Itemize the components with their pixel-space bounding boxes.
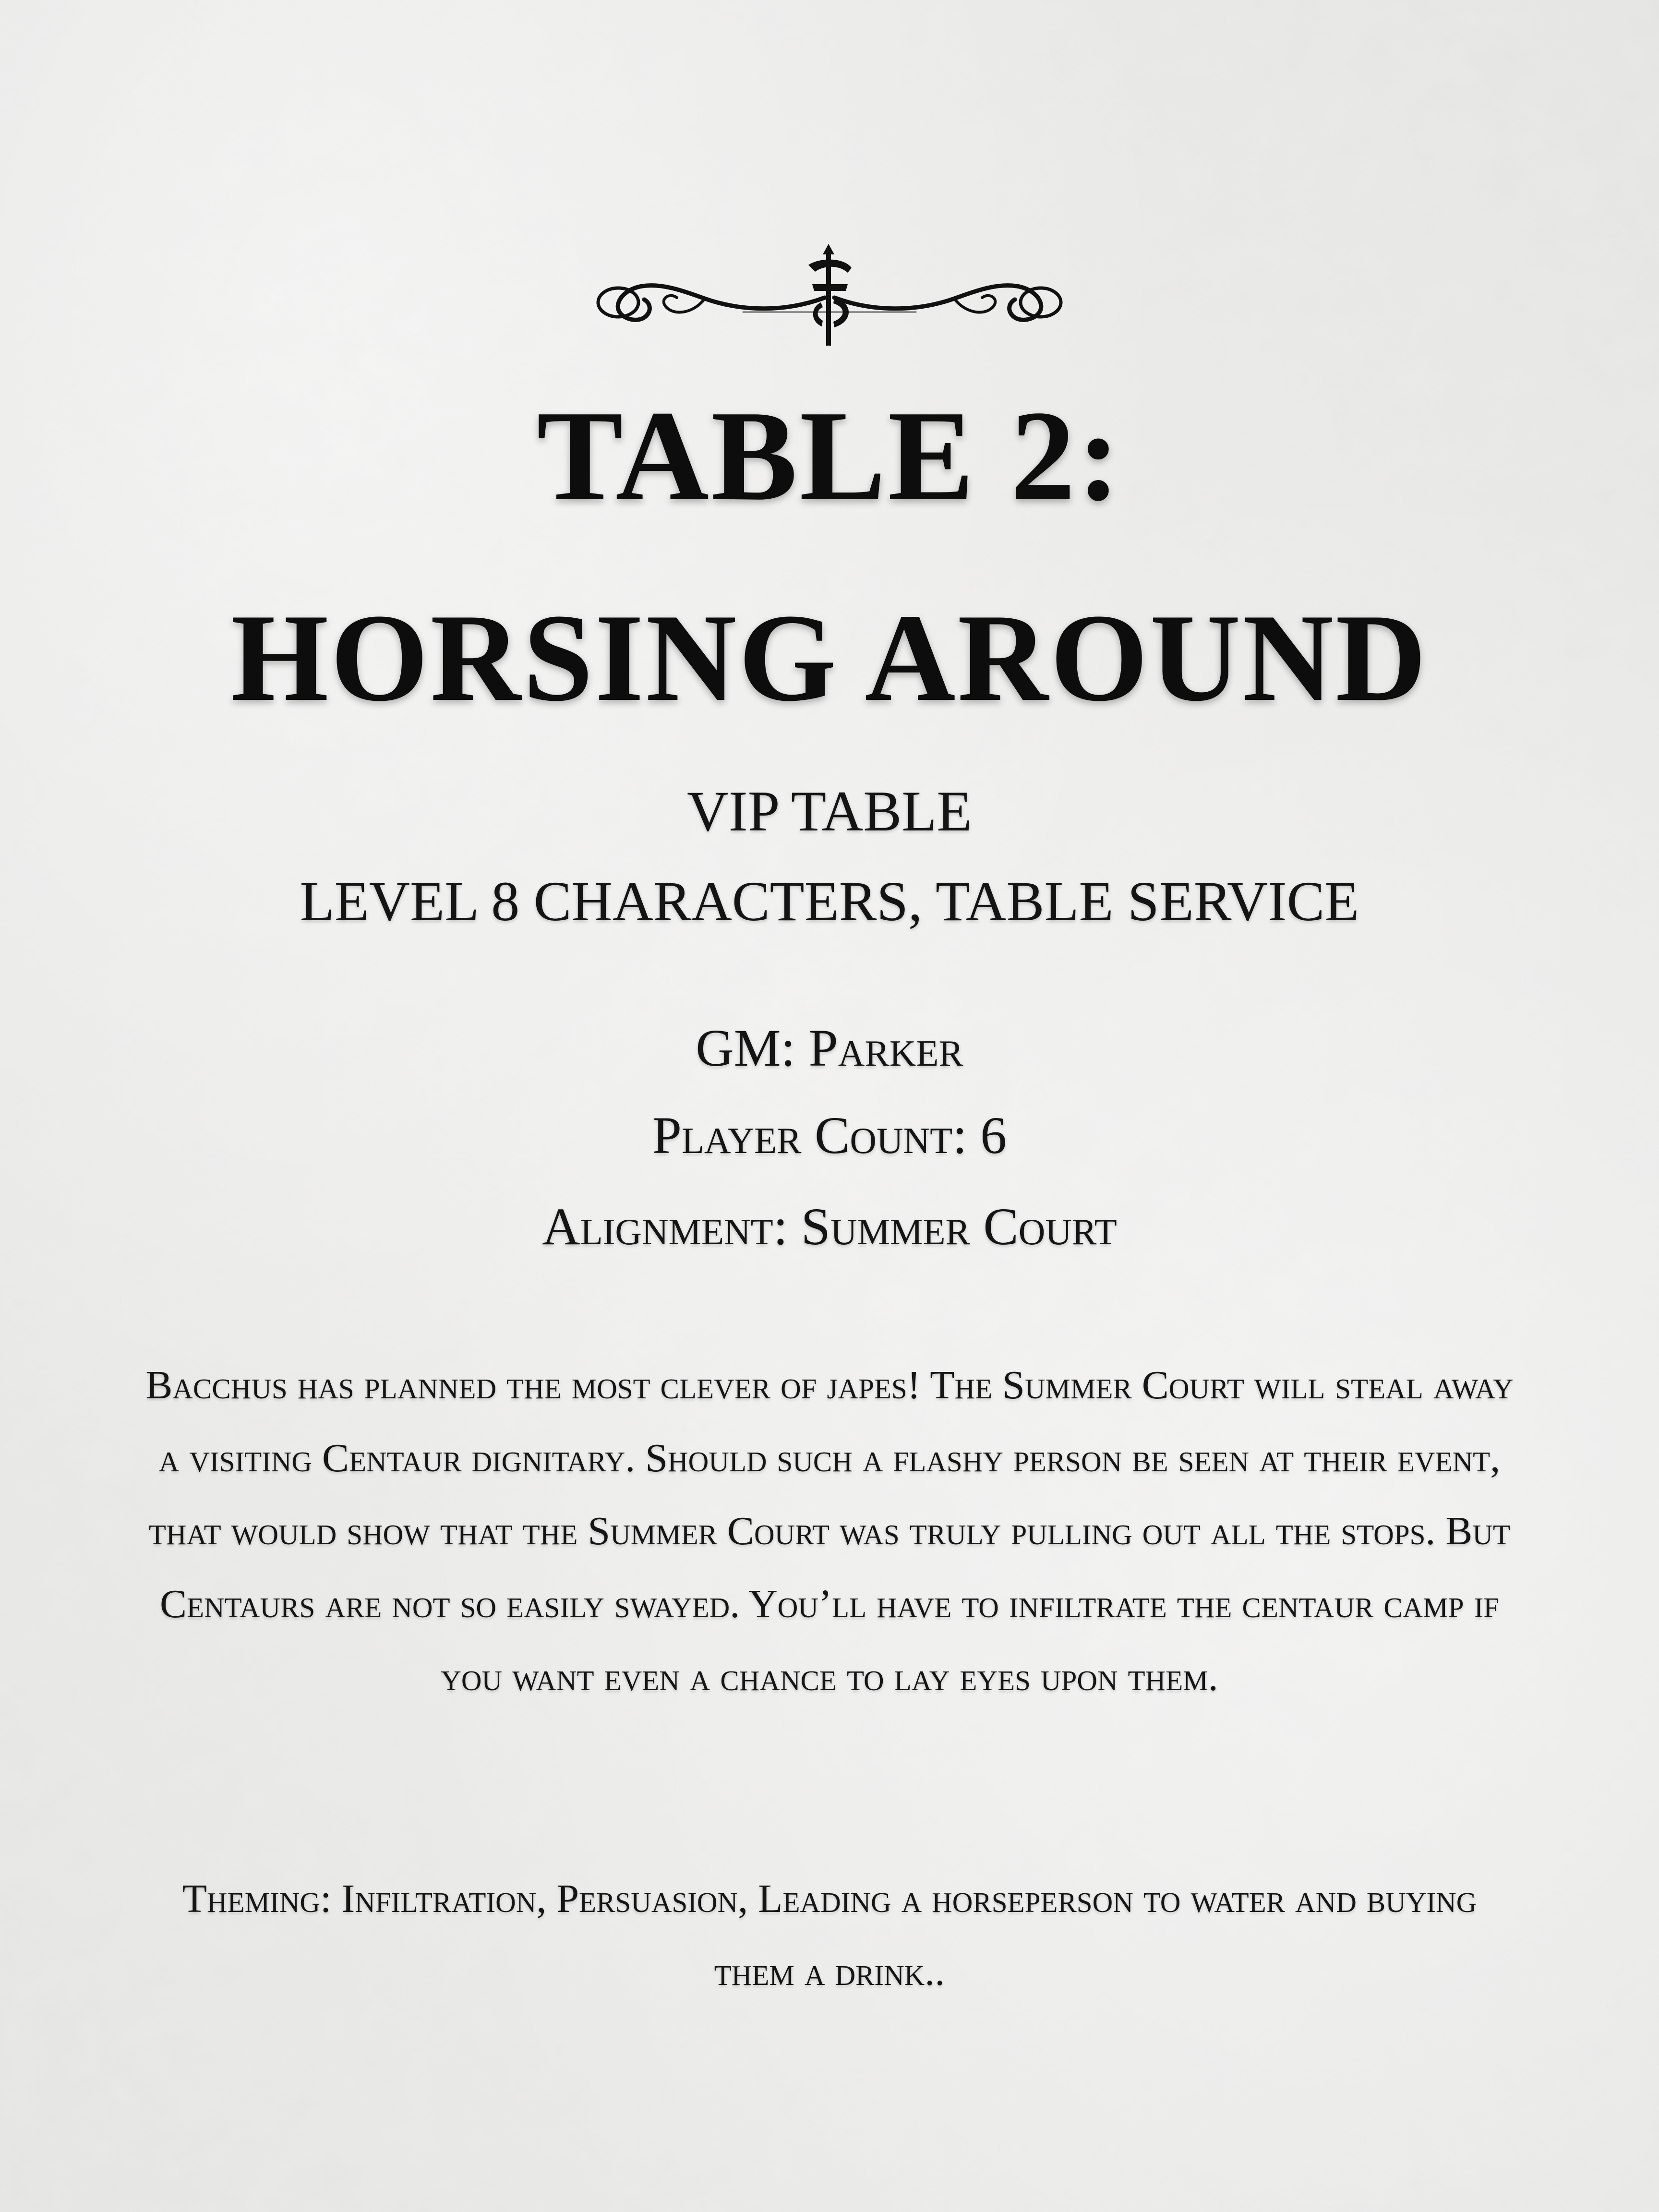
- description-paragraph: Bacchus has planned the most clever of japes! The Summer Court will steal away a visiting Centaur dignitary. Should such a flashy person be seen at their event, that would show that the Summer Court was truly pulling out all the stops. But Centaurs are not so easily swayed. You’ll have to infiltrate the centaur camp if you want even a chance to lay eyes upon them.: [145, 1363, 1514, 1699]
- table-details: LEVEL 8 CHARACTERS, TABLE SERVICE: [300, 870, 1359, 933]
- player-count-line: Player Count: 6: [652, 1106, 1007, 1165]
- alignment-line: Alignment: Summer Court: [542, 1197, 1117, 1256]
- page-title-line-2: HORSING AROUND: [230, 588, 1429, 727]
- gm-line: GM: Parker: [696, 1019, 963, 1077]
- theming-paragraph: Theming: Infiltration, Persuasion, Leading a horseperson to water and buying them a drink..: [182, 1876, 1477, 1994]
- table-type: VIP TABLE: [687, 779, 972, 843]
- flourish-monogram-icon: [585, 240, 1074, 350]
- page-title-line-1: TABLE 2:: [537, 384, 1122, 528]
